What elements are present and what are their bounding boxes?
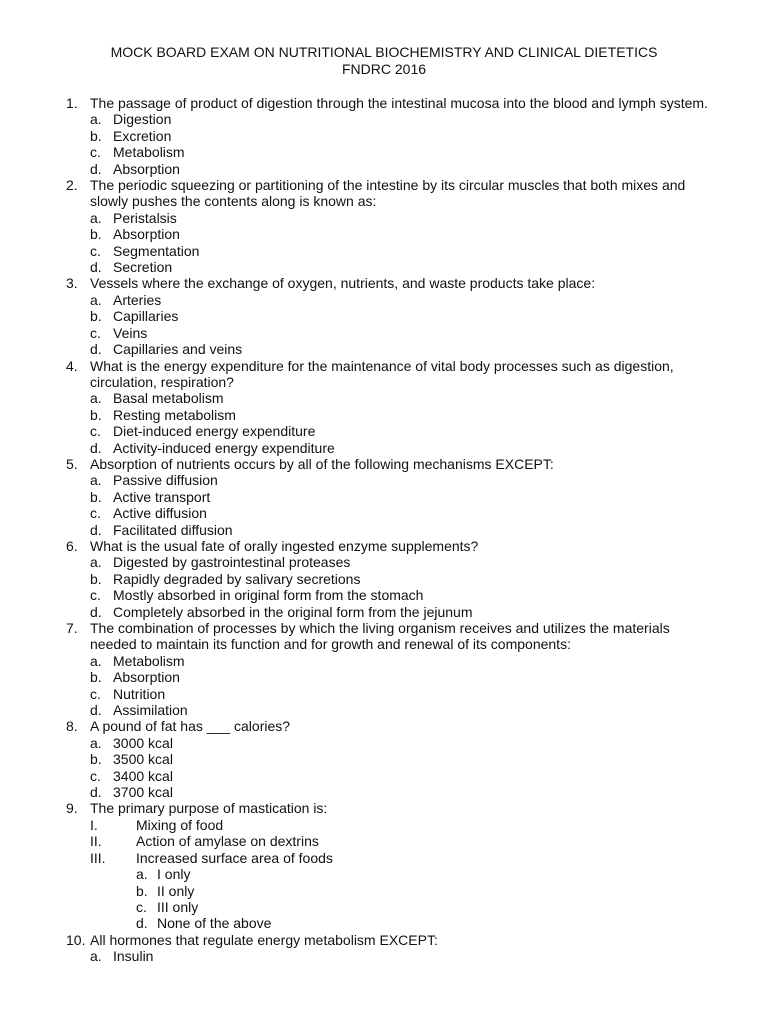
question-1 <box>0 95 768 177</box>
question-6 <box>0 538 768 620</box>
option-text: Secretion <box>113 259 173 276</box>
option-text: Absorption <box>113 226 180 243</box>
option-letter: b. <box>136 882 148 899</box>
option-d <box>0 784 768 800</box>
option-letter: b. <box>90 127 102 144</box>
option-letter: a. <box>90 472 102 489</box>
option-d <box>0 161 768 177</box>
option-letter: b. <box>90 488 102 505</box>
option-letter: a. <box>90 948 102 965</box>
option-a <box>0 735 768 751</box>
question-text: Absorption of nutrients occurs by all of the following mechanisms EXCEPT: <box>90 455 554 472</box>
option-text: Active transport <box>113 488 211 505</box>
option-a <box>0 866 768 882</box>
option-text: Diet-induced energy expenditure <box>113 423 316 440</box>
option-text: Digested by gastrointestinal proteases <box>113 554 351 571</box>
option-text: Capillaries <box>113 308 179 325</box>
question-number: 5. <box>66 455 78 472</box>
option-c <box>0 899 768 915</box>
question-9 <box>0 800 768 931</box>
question-number: 7. <box>66 620 78 636</box>
option-letter: c. <box>90 324 101 341</box>
option-letter: a. <box>90 291 102 308</box>
option-text: 3700 kcal <box>113 784 173 801</box>
option-b <box>0 571 768 587</box>
option-letter: b. <box>90 226 102 243</box>
option-text: 3400 kcal <box>113 767 173 784</box>
option-letter: d. <box>90 784 102 801</box>
option-text: Veins <box>113 324 148 341</box>
statement-text: Increased surface area of foods <box>136 849 333 866</box>
option-letter: a. <box>90 209 102 226</box>
option-letter: b. <box>90 308 102 325</box>
option-letter: c. <box>90 587 101 604</box>
question-number: 1. <box>66 95 78 111</box>
question-text: The passage of product of digestion through the intestinal mucosa into the blood and lymph system. <box>90 95 708 111</box>
option-c <box>0 686 768 702</box>
option-letter: c. <box>90 685 101 702</box>
option-text: Resting metabolism <box>113 406 236 423</box>
option-text: Excretion <box>113 127 172 144</box>
option-text: Segmentation <box>113 242 200 259</box>
option-b <box>0 128 768 144</box>
question-text: What is the usual fate of orally ingested enzyme supplements? <box>90 537 479 554</box>
exam-title: MOCK BOARD EXAM ON NUTRITIONAL BIOCHEMISTRY AND CLINICAL DIETETICS <box>110 44 658 60</box>
option-letter: d. <box>90 603 102 620</box>
question-text: Vessels where the exchange of oxygen, nutrients, and waste products take place: <box>90 275 596 292</box>
option-letter: a. <box>90 111 102 128</box>
option-letter: a. <box>90 554 102 571</box>
option-letter: a. <box>90 390 102 407</box>
statement-text: Action of amylase on dextrins <box>136 833 319 850</box>
option-letter: c. <box>136 898 147 915</box>
option-d <box>0 440 768 456</box>
option-c <box>0 144 768 160</box>
option-text: 3000 kcal <box>113 734 173 751</box>
option-text: Metabolism <box>113 144 185 161</box>
option-text: Metabolism <box>113 652 185 669</box>
option-c <box>0 587 768 603</box>
option-c <box>0 243 768 259</box>
option-text: Completely absorbed in the original form from the jejunum <box>113 603 473 620</box>
option-a <box>0 472 768 488</box>
option-b <box>0 751 768 767</box>
option-letter: b. <box>90 406 102 423</box>
statement-i <box>0 817 768 833</box>
option-b <box>0 226 768 242</box>
statement-numeral: II. <box>90 833 102 850</box>
option-letter: a. <box>90 734 102 751</box>
question-text: The periodic squeezing or partitioning of the intestine by its circular muscles that both mixes and slowly pushes the contents along is known as: <box>90 177 686 210</box>
option-d <box>0 915 768 931</box>
option-letter: d. <box>90 439 102 456</box>
option-a <box>0 111 768 127</box>
option-text: II only <box>157 882 195 899</box>
option-text: Arteries <box>113 291 162 308</box>
option-letter: b. <box>90 570 102 587</box>
option-a <box>0 948 768 964</box>
exam-header <box>0 44 768 78</box>
option-text: Mostly absorbed in original form from the stomach <box>113 587 424 604</box>
option-letter: c. <box>90 242 101 259</box>
question-7 <box>0 620 768 718</box>
option-letter: d. <box>90 259 102 276</box>
question-2 <box>0 177 768 275</box>
question-number: 2. <box>66 177 78 194</box>
option-text: Activity-induced energy expenditure <box>113 439 335 456</box>
statement-text: Mixing of food <box>136 816 224 833</box>
statement-ii <box>0 833 768 849</box>
option-text: Facilitated diffusion <box>113 521 233 538</box>
option-text: Insulin <box>113 948 154 965</box>
question-list <box>0 95 768 965</box>
option-c <box>0 768 768 784</box>
option-text: Assimilation <box>113 702 188 719</box>
option-text: Capillaries and veins <box>113 341 243 358</box>
option-letter: b. <box>90 751 102 768</box>
question-number: 4. <box>66 357 78 374</box>
option-text: Rapidly degraded by salivary secretions <box>113 570 361 587</box>
question-text: What is the energy expenditure for the maintenance of vital body processes such as digestion, circulation, respiration? <box>90 357 674 390</box>
option-letter: d. <box>90 341 102 358</box>
option-text: Nutrition <box>113 685 166 702</box>
question-text: The combination of processes by which the living organism receives and utilizes the materials needed to maintain its function and for growth and renewal of its components: <box>90 620 670 653</box>
option-letter: c. <box>90 505 101 522</box>
option-a <box>0 653 768 669</box>
option-a <box>0 292 768 308</box>
option-letter: a. <box>90 652 102 669</box>
option-text: Absorption <box>113 669 180 686</box>
question-5 <box>0 456 768 538</box>
option-b <box>0 407 768 423</box>
option-a <box>0 554 768 570</box>
option-b <box>0 489 768 505</box>
option-c <box>0 423 768 439</box>
option-b <box>0 308 768 324</box>
option-c <box>0 505 768 521</box>
question-text: A pound of fat has ___ calories? <box>90 718 291 735</box>
option-text: Active diffusion <box>113 505 207 522</box>
question-8 <box>0 718 768 800</box>
question-number: 9. <box>66 800 78 817</box>
option-letter: d. <box>90 160 102 177</box>
question-number: 8. <box>66 718 78 735</box>
question-3 <box>0 275 768 357</box>
option-d <box>0 259 768 275</box>
option-d <box>0 702 768 718</box>
option-a <box>0 210 768 226</box>
option-text: Peristalsis <box>113 209 177 226</box>
option-text: Passive diffusion <box>113 472 218 489</box>
option-letter: d. <box>90 521 102 538</box>
question-number: 10. <box>66 931 86 948</box>
option-d <box>0 522 768 538</box>
option-text: None of the above <box>157 915 272 932</box>
question-4 <box>0 358 768 456</box>
option-letter: b. <box>90 669 102 686</box>
question-10 <box>0 932 768 965</box>
option-text: 3500 kcal <box>113 751 173 768</box>
option-letter: d. <box>90 702 102 719</box>
option-letter: c. <box>90 767 101 784</box>
question-number: 3. <box>66 275 78 292</box>
option-letter: a. <box>136 866 148 883</box>
question-text: All hormones that regulate energy metabolism EXCEPT: <box>90 931 438 948</box>
option-d <box>0 341 768 357</box>
option-d <box>0 604 768 620</box>
option-b <box>0 883 768 899</box>
option-text: III only <box>157 898 199 915</box>
statement-numeral: III. <box>90 849 106 866</box>
option-text: Digestion <box>113 111 172 128</box>
statement-iii <box>0 850 768 866</box>
option-c <box>0 325 768 341</box>
statement-numeral: I. <box>90 816 98 833</box>
question-text: The primary purpose of mastication is: <box>90 800 328 817</box>
option-text: Absorption <box>113 160 180 177</box>
option-letter: c. <box>90 144 101 161</box>
option-letter: c. <box>90 423 101 440</box>
option-a <box>0 390 768 406</box>
option-text: I only <box>157 866 191 883</box>
question-number: 6. <box>66 537 78 554</box>
option-letter: d. <box>136 915 148 932</box>
exam-subtitle: FNDRC 2016 <box>341 61 427 77</box>
option-text: Basal metabolism <box>113 390 224 407</box>
option-b <box>0 669 768 685</box>
